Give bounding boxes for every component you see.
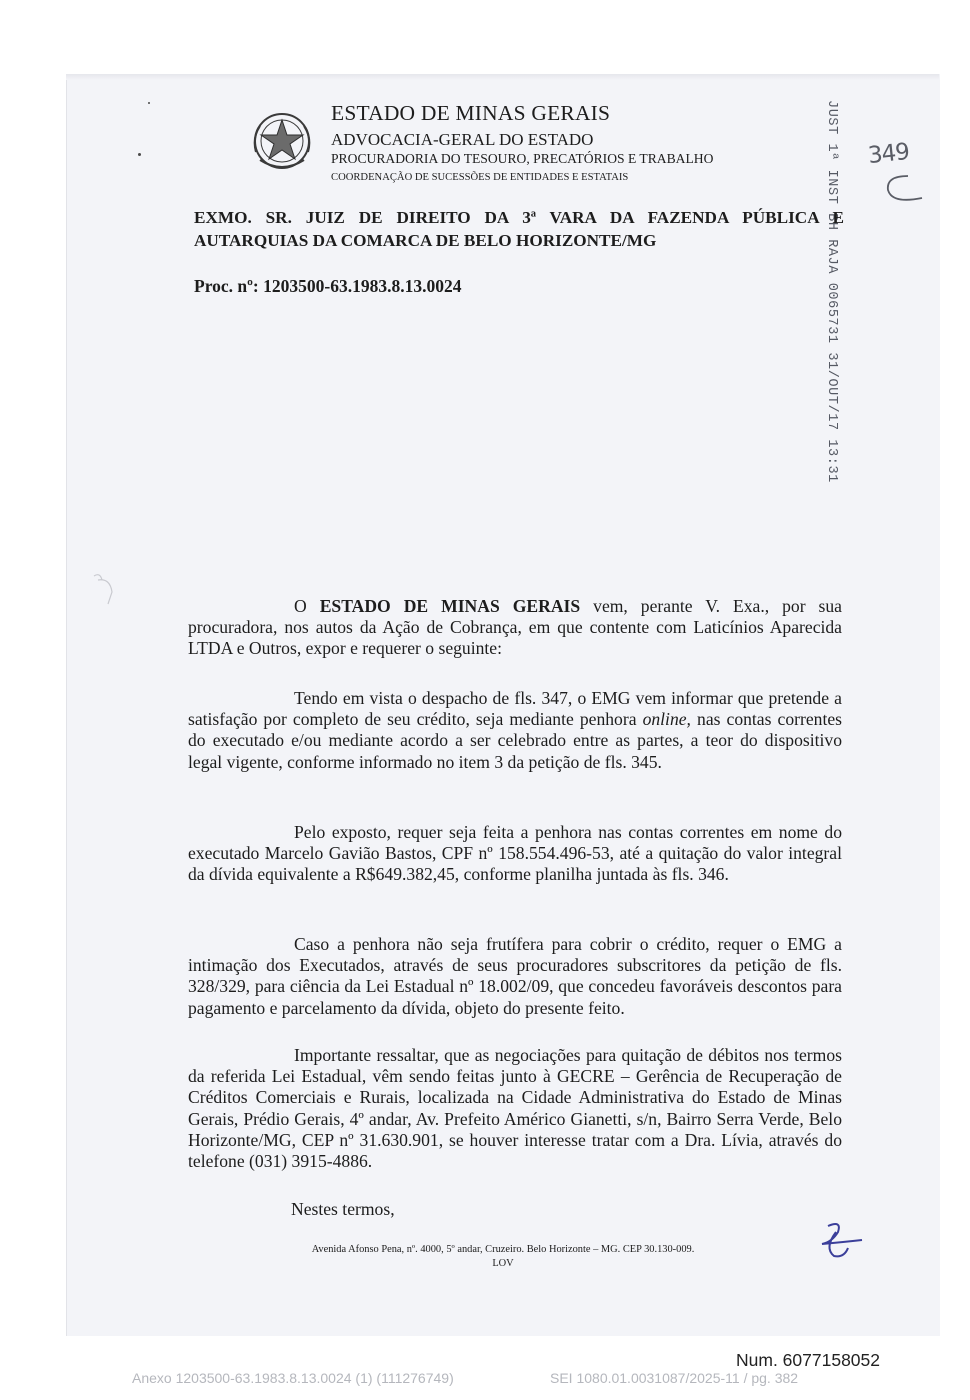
process-number: Proc. nº: 1203500-63.1983.8.13.0024 (194, 276, 462, 296)
protocol-stamp: JUST 1ª INST BH RAJA 0065731 31/OUT/17 13:31 (824, 100, 839, 483)
coat-of-arms-icon (246, 108, 318, 174)
initials-signature (814, 1218, 866, 1262)
addressee (194, 206, 854, 252)
header-department: PROCURADORIA DO TESOURO, PRECATÓRIOS E TRABALHO (331, 151, 714, 166)
p3-text: Pelo exposto, requer seja feita a penhora nas contas correntes em nome do executado Marcelo Gavião Bastos, CPF nº 158.554.496-53, até a quitação do valor integral da dívida equivalente a R$649.382,45, conforme planilha juntada às fls. 346. (188, 822, 842, 885)
addressee-line-2: AUTARQUIAS DA COMARCA DE BELO HORIZONTE/MG (194, 231, 657, 250)
folio-mark (878, 170, 928, 210)
paragraph-3 (188, 822, 842, 886)
header-agency: ADVOCACIA-GERAL DO ESTADO (331, 130, 594, 149)
document-number: Num. 6077158052 (736, 1350, 880, 1370)
scan-speck (148, 102, 150, 104)
pencil-mark (90, 570, 120, 610)
closing: Nestes termos, (291, 1199, 395, 1219)
p2-italic: online, (642, 709, 691, 730)
annex-reference: Anexo 1203500-63.1983.8.13.0024 (1) (111276749) (132, 1370, 454, 1386)
addressee-line-1: EXMO. SR. JUIZ DE DIREITO DA 3ª VARA DA FAZENDA PÚBLICA E (194, 208, 844, 227)
p5-text: Importante ressaltar, que as negociações para quitação de débitos nos termos da referida Lei Estadual, vêm sendo feitas junto à GECRE – Gerência de Recuperação de Créditos Comerciais e Rurais, localizada na Cidade Administrativa do Estado de Minas Gerais, Prédio Gerais, 4º andar, Av. Prefeito Américo Gianetti, s/n, Bairro Serra Verde, Belo Horizonte/MG, CEP nº 31.630.901, se houver interesse tratar com a Dra. Lívia, através do telefone (031) 3915-4886. (188, 1045, 842, 1172)
footer-initials: LOV (492, 1258, 514, 1269)
p1-lead: O (294, 596, 307, 616)
scan-speck (138, 153, 141, 156)
footer-address (283, 1243, 723, 1271)
paragraph-2 (188, 688, 842, 773)
footer-address-line: Avenida Afonso Pena, nº. 4000, 5º andar, Cruzeiro. Belo Horizonte – MG. CEP 30.130-009. (311, 1244, 695, 1255)
p2-after: nas contas correntes do executado e/ou mediante acordo a ser celebrado entre as partes, a teor do dispositivo legal vigente, conforme informado no item 3 da petição de fls. 345. (188, 709, 842, 772)
sei-reference: SEI 1080.01.0031087/2025-11 / pg. 382 (550, 1370, 799, 1386)
header-coordination: COORDENAÇÃO DE SUCESSÕES DE ENTIDADES E ESTATAIS (331, 172, 629, 183)
paragraph-1 (188, 596, 842, 660)
p1-rest: vem, perante V. Exa., por sua procuradora, nos autos da Ação de Cobrança, em que contente com Laticínios Aparecida LTDA e Outros, expor e requerer o seguinte: (188, 596, 842, 659)
p1-bold: ESTADO DE MINAS GERAIS (319, 596, 581, 616)
scan-edge (66, 74, 939, 80)
paragraph-5 (188, 1045, 842, 1172)
folio-number: 349 (866, 138, 911, 170)
p4-text: Caso a penhora não seja frutífera para cobrir o crédito, requer o EMG a intimação dos Executados, através de seus procuradores subscritores da petição de fls. 328/329, para ciência da Lei Estadual nº 18.002/09, que concedeu favoráveis descontos para pagamento e parcelamento da dívida, objeto do presente feito. (188, 934, 842, 1018)
paragraph-4 (188, 934, 842, 1019)
p2-before: Tendo em vista o despacho de fls. 347, o EMG vem informar que pretende a satisfação por completo de seu crédito, seja mediante penhora (188, 688, 842, 730)
header-state-name: ESTADO DE MINAS GERAIS (331, 101, 611, 125)
